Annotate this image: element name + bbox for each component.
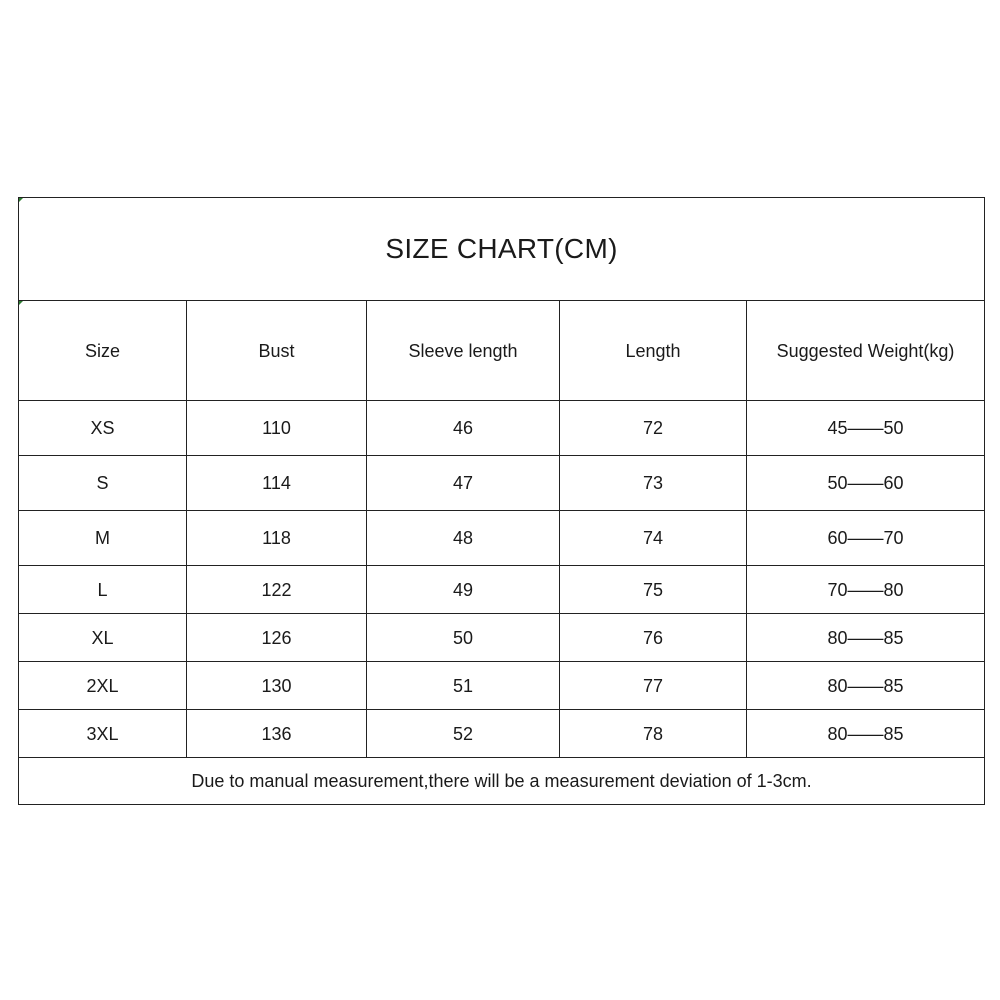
cell-size: XL <box>19 614 187 662</box>
column-header-suggested-weight: Suggested Weight(kg) <box>747 301 985 401</box>
cell-size: L <box>19 566 187 614</box>
cell-bust: 122 <box>187 566 367 614</box>
table-row <box>19 662 985 710</box>
table-row <box>19 614 985 662</box>
cell-length: 76 <box>560 614 747 662</box>
cell-bust: 118 <box>187 511 367 566</box>
cell-suggested-weight: 80——85 <box>747 662 985 710</box>
chart-title: SIZE CHART(CM) <box>19 198 985 301</box>
cell-suggested-weight: 80——85 <box>747 710 985 758</box>
cell-size: 2XL <box>19 662 187 710</box>
cell-bust: 130 <box>187 662 367 710</box>
table-row <box>19 456 985 511</box>
cell-sleeve-length: 52 <box>367 710 560 758</box>
cell-length: 78 <box>560 710 747 758</box>
column-header-length: Length <box>560 301 747 401</box>
table-row <box>19 710 985 758</box>
measurement-note: Due to manual measurement,there will be a measurement deviation of 1-3cm. <box>19 758 985 805</box>
cell-length: 73 <box>560 456 747 511</box>
cell-length: 72 <box>560 401 747 456</box>
table-row <box>19 401 985 456</box>
cell-length: 74 <box>560 511 747 566</box>
cell-suggested-weight: 50——60 <box>747 456 985 511</box>
cell-sleeve-length: 50 <box>367 614 560 662</box>
header-row <box>19 301 985 401</box>
cell-suggested-weight: 45——50 <box>747 401 985 456</box>
note-row <box>19 758 985 805</box>
column-header-sleeve-length: Sleeve length <box>367 301 560 401</box>
cell-suggested-weight: 80——85 <box>747 614 985 662</box>
cell-size: S <box>19 456 187 511</box>
cell-size: M <box>19 511 187 566</box>
cell-size: 3XL <box>19 710 187 758</box>
table-row <box>19 511 985 566</box>
cell-bust: 114 <box>187 456 367 511</box>
cell-length: 77 <box>560 662 747 710</box>
table-row <box>19 566 985 614</box>
cell-suggested-weight: 70——80 <box>747 566 985 614</box>
title-row <box>19 198 985 301</box>
cell-length: 75 <box>560 566 747 614</box>
cell-sleeve-length: 47 <box>367 456 560 511</box>
column-header-size: Size <box>19 301 187 401</box>
cell-bust: 110 <box>187 401 367 456</box>
cell-sleeve-length: 49 <box>367 566 560 614</box>
cell-size: XS <box>19 401 187 456</box>
cell-bust: 136 <box>187 710 367 758</box>
cell-sleeve-length: 48 <box>367 511 560 566</box>
column-header-bust: Bust <box>187 301 367 401</box>
cell-sleeve-length: 51 <box>367 662 560 710</box>
cell-suggested-weight: 60——70 <box>747 511 985 566</box>
size-chart-table <box>18 197 985 805</box>
cell-sleeve-length: 46 <box>367 401 560 456</box>
cell-bust: 126 <box>187 614 367 662</box>
